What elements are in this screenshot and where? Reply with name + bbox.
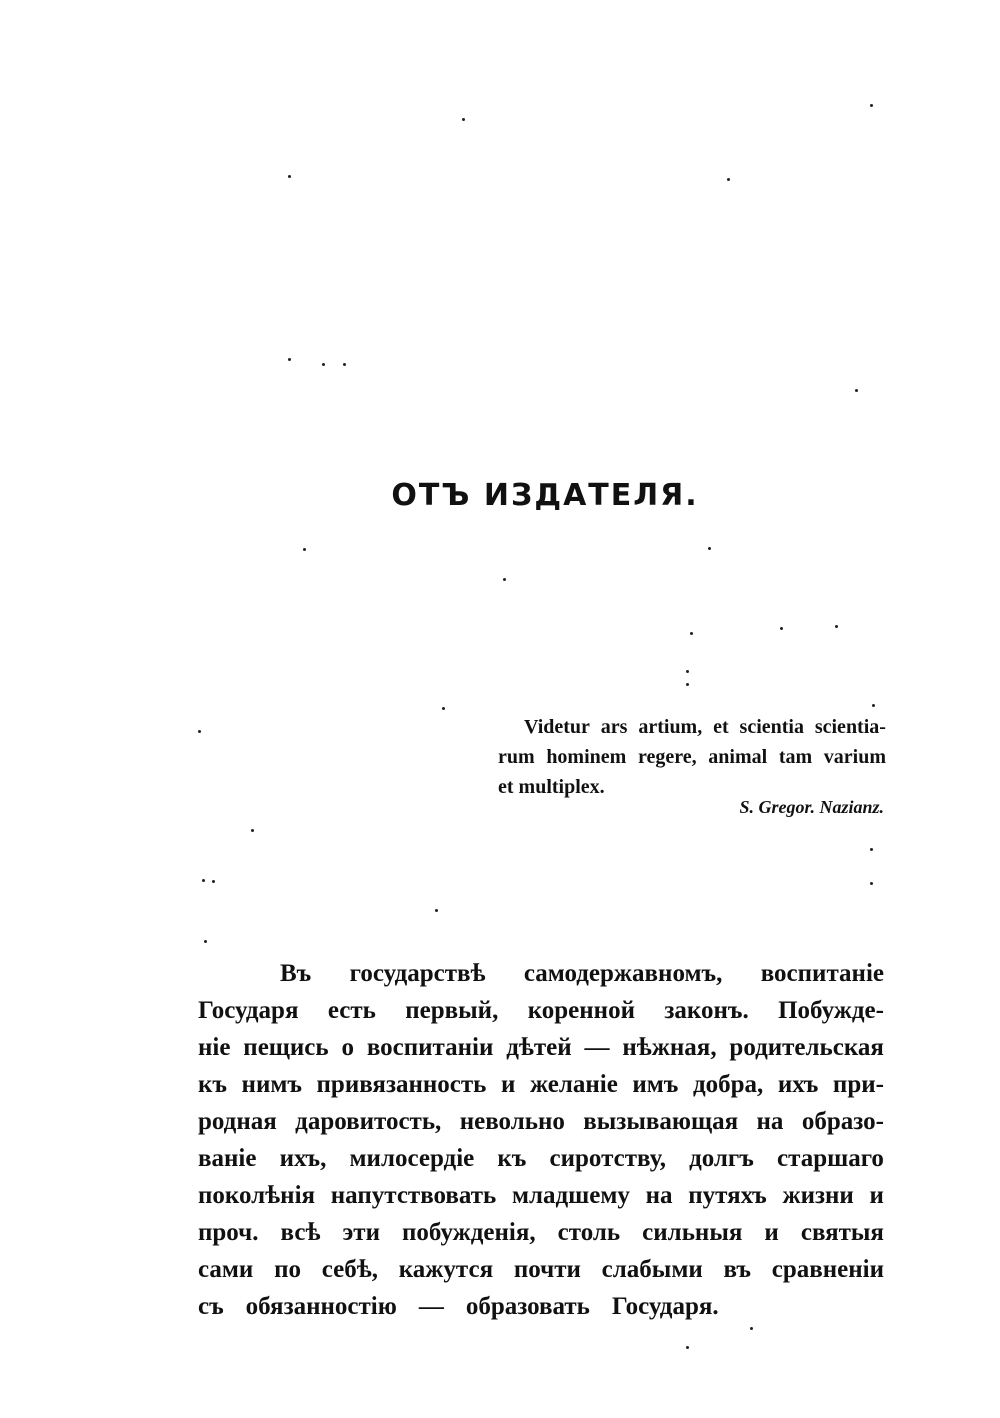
word: ніе — [198, 1034, 231, 1061]
scan-speck — [198, 730, 201, 733]
word: путяхъ — [688, 1182, 767, 1209]
epigraph-attribution: S. Gregor. Nazianz. — [739, 797, 884, 817]
scan-speck — [204, 940, 207, 943]
scan-speck — [322, 363, 325, 366]
body-line-3 — [198, 1029, 884, 1066]
word: ихъ — [777, 1071, 819, 1098]
body-line-8 — [198, 1214, 884, 1251]
word: съ — [198, 1293, 224, 1320]
word: нимъ — [241, 1071, 302, 1098]
word: первый, — [405, 997, 499, 1024]
word: по — [274, 1256, 301, 1283]
word: artium, — [638, 716, 703, 738]
word: привязанность — [316, 1071, 487, 1098]
word: varium — [823, 746, 886, 768]
word: кажутся — [398, 1256, 494, 1283]
word: святыя — [800, 1219, 884, 1246]
page-heading: ОТЪ ИЗДАТЕЛЯ. — [391, 478, 699, 513]
body-line-9 — [198, 1251, 884, 1288]
word: ваніе — [198, 1145, 257, 1172]
word: et multiplex. — [498, 776, 605, 798]
scan-speck — [686, 670, 689, 673]
scan-speck — [288, 175, 291, 178]
word: въ — [723, 1256, 751, 1283]
body-line-7 — [198, 1177, 884, 1214]
word: scientia- — [814, 716, 886, 738]
word: къ — [198, 1071, 227, 1098]
scan-speck — [835, 625, 838, 628]
word: rum — [498, 746, 535, 768]
word: всѣ — [280, 1219, 321, 1246]
word: воспитаніе — [760, 960, 884, 987]
word: милосердіе — [349, 1145, 475, 1172]
body-line-6 — [198, 1140, 884, 1177]
scan-speck — [435, 909, 438, 912]
word: пещись — [243, 1034, 329, 1061]
word: добра, — [692, 1071, 764, 1098]
scan-speck — [780, 627, 783, 630]
scan-speck — [750, 1327, 753, 1330]
word: на — [645, 1182, 673, 1209]
word: желаніе — [529, 1071, 618, 1098]
scan-speck — [462, 118, 465, 121]
word: tam — [778, 746, 813, 768]
word: вызывающая — [583, 1108, 739, 1135]
epigraph — [498, 712, 886, 802]
word: государствѣ — [349, 960, 486, 987]
scan-speck — [855, 389, 858, 392]
body-line-4 — [198, 1066, 884, 1103]
word: младшему — [511, 1182, 630, 1209]
word: воспитаніи — [366, 1034, 494, 1061]
word: scientia — [739, 716, 804, 738]
word: коренной — [527, 997, 635, 1024]
word: родительская — [729, 1034, 884, 1061]
word: animal — [708, 746, 768, 768]
word: нѣжная, — [622, 1034, 717, 1061]
word: долгъ — [689, 1145, 754, 1172]
word: Побужде- — [778, 997, 884, 1024]
scan-speck — [870, 882, 873, 885]
scan-speck — [708, 547, 711, 550]
word: сиротству, — [549, 1145, 666, 1172]
word: старшаго — [777, 1145, 884, 1172]
word: образовать — [465, 1293, 590, 1320]
word: сами — [198, 1256, 254, 1283]
word: есть — [327, 997, 376, 1024]
scan-speck — [870, 848, 873, 851]
body-line-5 — [198, 1103, 884, 1140]
scan-speck — [872, 704, 875, 707]
scan-speck — [202, 879, 205, 882]
word: проч. — [198, 1219, 259, 1246]
word: Государя — [198, 997, 299, 1024]
word: жизни — [782, 1182, 854, 1209]
body-line-2 — [198, 992, 884, 1029]
scan-speck — [686, 683, 689, 686]
word: — — [418, 1293, 444, 1320]
scan-speck — [288, 358, 291, 361]
body-paragraph — [198, 955, 884, 1325]
word: напутствовать — [330, 1182, 497, 1209]
scan-speck — [690, 632, 693, 635]
scan-speck — [727, 178, 730, 181]
epigraph-line-1 — [498, 712, 886, 742]
epigraph-line-2 — [498, 742, 886, 772]
scan-speck — [442, 707, 445, 710]
scan-speck — [251, 829, 254, 832]
word: и — [869, 1182, 884, 1209]
word: Государя. — [611, 1293, 719, 1320]
word: обязанностію — [245, 1293, 397, 1320]
word: почти — [513, 1256, 581, 1283]
word: hominem — [546, 746, 627, 768]
word: — — [584, 1034, 610, 1061]
word: столь — [557, 1219, 621, 1246]
word: сильныя — [642, 1219, 743, 1246]
word: дѣтей — [506, 1034, 572, 1061]
word: Videtur — [524, 716, 590, 738]
scan-speck — [343, 363, 346, 366]
word: невольно — [459, 1108, 565, 1135]
word: эти — [342, 1219, 380, 1246]
word: ars — [600, 716, 628, 738]
word: ихъ, — [279, 1145, 327, 1172]
word: слабыми — [601, 1256, 703, 1283]
word: родная — [198, 1108, 277, 1135]
word: и — [764, 1219, 779, 1246]
body-line-1 — [198, 955, 884, 992]
scan-speck — [870, 104, 873, 107]
word: имъ — [632, 1071, 679, 1098]
word: при- — [832, 1071, 884, 1098]
word: на — [756, 1108, 784, 1135]
scan-speck — [503, 578, 506, 581]
body-line-10 — [198, 1288, 884, 1325]
word: образо- — [801, 1108, 884, 1135]
scan-speck — [686, 1346, 689, 1349]
word: поколѣнія — [198, 1182, 316, 1209]
word: et — [713, 716, 729, 738]
word: сравненіи — [771, 1256, 884, 1283]
word: самодержавномъ, — [523, 960, 723, 987]
word: къ — [497, 1145, 527, 1172]
word: себѣ, — [321, 1256, 378, 1283]
scan-speck — [212, 880, 215, 883]
word: даровитость, — [295, 1108, 442, 1135]
word: законъ. — [664, 997, 749, 1024]
word: Въ — [280, 960, 312, 987]
word: и — [500, 1071, 516, 1098]
word: побужденія, — [402, 1219, 536, 1246]
word: regere, — [637, 746, 697, 768]
word: о — [341, 1034, 354, 1061]
scan-speck — [303, 548, 306, 551]
